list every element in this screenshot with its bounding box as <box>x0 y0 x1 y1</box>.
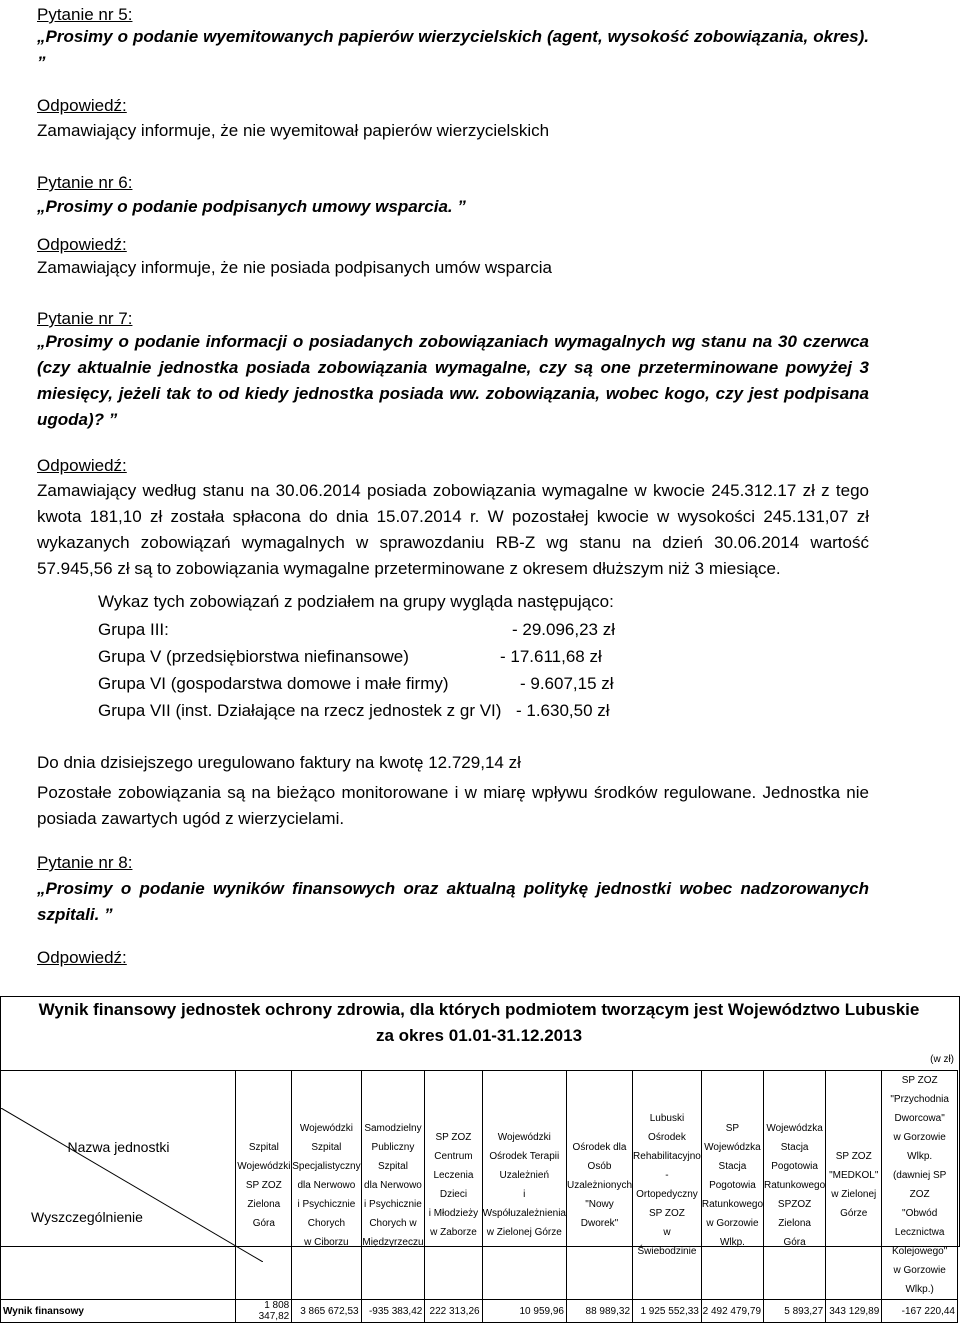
answer-7-paragraph-2: Do dnia dzisiejszego uregulowano faktury na kwotę 12.729,14 zł <box>37 753 521 772</box>
group-3-name: Grupa III: <box>98 620 169 639</box>
value-cell-6: 88 989,32 <box>566 1300 632 1323</box>
answer-6-text: Zamawiający informuje, że nie posiada podpisanych umów wsparcia <box>37 258 552 277</box>
group-6-value: - 9.607,15 zł <box>520 674 614 693</box>
question-7-label: Pytanie nr 7: <box>37 309 133 328</box>
question-8-text: „Prosimy o podanie wyników finansowych oraz aktualną politykę jednostki wobec nadzorowanych szpitali. ” <box>37 879 869 924</box>
corner-diagonal-line <box>1 1108 263 1262</box>
question-6-label: Pytanie nr 6: <box>37 173 133 192</box>
column-header-1: Szpital Wojewódzki SP ZOZ Zielona Góra <box>236 1071 292 1300</box>
answer-5-label: Odpowiedź: <box>37 96 127 115</box>
column-header-2: Wojewódzki Szpital Specjalistyczny dla Nerwowo i Psychicznie Chorych w Ciborzu <box>292 1071 361 1300</box>
answer-7-paragraph-3: Pozostałe zobowiązania są na bieżąco monitorowane i w miarę wpływu środków regulowane. Jednostka nie posiada zawartych ugód z wierzycielami. <box>37 783 869 828</box>
value-cell-8: 2 492 479,79 <box>701 1300 763 1323</box>
value-cell-9: 5 893,27 <box>764 1300 826 1323</box>
group-6-name: Grupa VI (gospodarstwa domowe i małe firmy) <box>98 674 449 693</box>
value-cell-2: 3 865 672,53 <box>292 1300 361 1323</box>
column-header-10: SP ZOZ "MEDKOL" w Zielonej Górze <box>826 1071 882 1300</box>
table-row <box>1 1300 958 1323</box>
value-cell-4: 222 313,26 <box>425 1300 482 1323</box>
row-label-cell: Wynik finansowy <box>1 1300 236 1323</box>
table-title-line-1: Wynik finansowy jednostek ochrony zdrowia, dla których podmiotem tworzącym jest Województwo Lubuskie <box>38 1000 920 1019</box>
question-5-label: Pytanie nr 5: <box>37 5 133 24</box>
column-header-5: Wojewódzki Ośrodek Terapii Uzależnień i Współuzależnienia w Zielonej Górze <box>482 1071 566 1300</box>
group-7-name: Grupa VII (inst. Działające na rzecz jednostek z gr VI) <box>98 701 502 720</box>
question-6-text: „Prosimy o podanie podpisanych umowy wsparcia. ” <box>37 197 466 216</box>
column-header-11: SP ZOZ "Przychodnia Dworcowa" w Gorzowie Wlkp. (dawniej SP ZOZ "Obwód Lecznictwa Kolejowego" w Gorzowie Wlkp.) <box>882 1071 958 1300</box>
column-header-8: SP Wojewódzka Stacja Pogotowia Ratunkowego w Gorzowie Wlkp. <box>701 1071 763 1300</box>
column-header-6: Ośrodek dla Osób Uzależnionych "Nowy Dworek" <box>566 1071 632 1300</box>
group-7-value: - 1.630,50 zł <box>516 701 610 720</box>
table-corner-cell <box>1 1071 236 1300</box>
question-5-text: „Prosimy o podanie wyemitowanych papierów wierzycielskich (agent, wysokość zobowiązania, okres). ” <box>37 27 869 72</box>
group-3-value: - 29.096,23 zł <box>512 620 616 639</box>
table-title-line-2: za okres 01.01-31.12.2013 <box>375 1026 583 1045</box>
value-cell-10: 343 129,89 <box>826 1300 882 1323</box>
financial-results-table <box>0 1070 958 1323</box>
column-header-4: SP ZOZ Centrum Leczenia Dzieci i Młodzieży w Zaborze <box>425 1071 482 1300</box>
answer-7-label: Odpowiedź: <box>37 456 127 475</box>
value-cell-1: 1 808 347,82 <box>236 1300 292 1323</box>
question-7-text: „Prosimy o podanie informacji o posiadanych zobowiązaniach wymagalnych wg stanu na 30 czerwca (czy aktualnie jednostka posiada zobowiązania wymagalne, czy są one przeterminowane powyżej 3 miesięcy, jeżeli tak to od kiedy jednostka posiada ww. zobowiązania, wobec kogo, czy jest podpisana ugoda)? ” <box>37 332 869 429</box>
groups-list <box>98 616 638 724</box>
answer-6-label: Odpowiedź: <box>37 235 127 254</box>
group-5-name: Grupa V (przedsiębiorstwa niefinansowe) <box>98 647 409 666</box>
question-8-label: Pytanie nr 8: <box>37 853 133 872</box>
value-cell-5: 10 959,96 <box>482 1300 566 1323</box>
groups-intro: Wykaz tych zobowiązań z podziałem na grupy wygląda następująco: <box>98 592 614 611</box>
answer-7-paragraph-1: Zamawiający według stanu na 30.06.2014 posiada zobowiązania wymagalne w kwocie 245.312.17 zł z tego kwota 181,10 zł została spłacona do dnia 15.07.2014 r. W pozostałej kwocie w wysokości 245.131,07 zł wykazanych zobowiązań wymagalnych w sprawozdaniu RB-Z wg stanu na dzień 30.06.2014 wartość 57.945,56 zł są to zobowiązania wymagalne przeterminowane z okresem dłuższym niż 3 miesiące. <box>37 481 869 578</box>
corner-top-label: Nazwa jednostki <box>67 1139 170 1155</box>
value-cell-3: -935 383,42 <box>361 1300 425 1323</box>
corner-bottom-label: Wyszczególnienie <box>31 1209 143 1225</box>
column-header-7: Lubuski Ośrodek Rehabilitacyjno - Ortopedyczny SP ZOZ w Świebodzinie <box>633 1071 702 1300</box>
table-header-row <box>1 1071 958 1300</box>
answer-5-text: Zamawiający informuje, że nie wyemitował papierów wierzycielskich <box>37 121 550 140</box>
group-5-value: - 17.611,68 zł <box>500 647 602 666</box>
column-header-3: Samodzielny Publiczny Szpital dla Nerwowo i Psychicznie Chorych w Międzyrzeczu <box>361 1071 425 1300</box>
column-header-9: Wojewódzka Stacja Pogotowia Ratunkowego SPZOZ Zielona Góra <box>764 1071 826 1300</box>
answer-8-label: Odpowiedź: <box>37 948 127 967</box>
value-cell-11: -167 220,44 <box>882 1300 958 1323</box>
table-unit: (w zł) <box>930 1054 954 1065</box>
value-cell-7: 1 925 552,33 <box>633 1300 702 1323</box>
